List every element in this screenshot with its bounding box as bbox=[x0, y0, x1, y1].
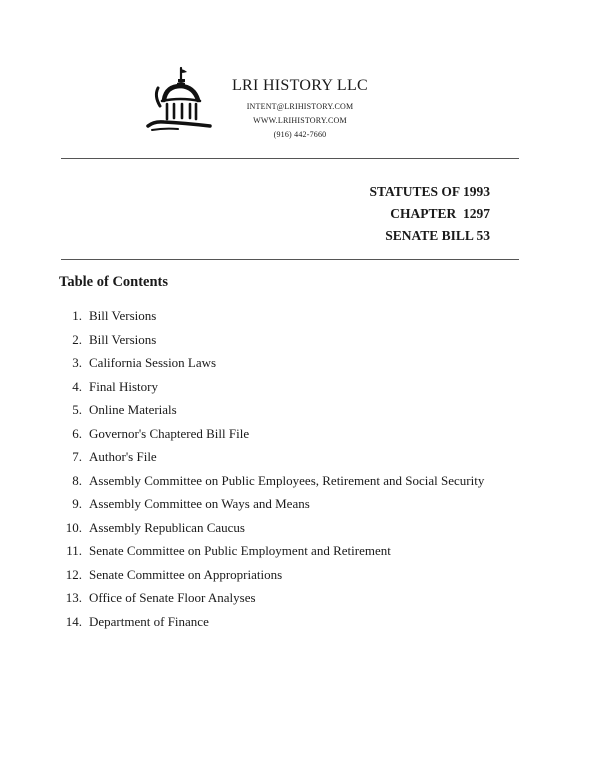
toc-item bbox=[60, 492, 484, 516]
toc-item-number: 5. bbox=[72, 402, 82, 417]
toc-item-title: Senate Committee on Public Employment and Retirement bbox=[89, 543, 391, 558]
toc-item-number: 1. bbox=[72, 308, 82, 323]
toc-item bbox=[60, 398, 484, 422]
toc-item-number: 14. bbox=[65, 613, 82, 629]
toc-item-title: Bill Versions bbox=[89, 331, 157, 347]
statute-block bbox=[369, 181, 490, 247]
toc-item bbox=[60, 516, 484, 540]
company-email: INTENT@LRIHISTORY.COM bbox=[246, 102, 354, 111]
toc-item bbox=[60, 375, 484, 399]
toc-item-number: 11. bbox=[66, 543, 82, 558]
toc-item bbox=[60, 351, 484, 375]
company-website: WWW.LRIHISTORY.COM bbox=[253, 116, 347, 125]
top-divider bbox=[61, 158, 519, 159]
toc-item-number: 10. bbox=[65, 519, 82, 535]
toc-item-number: 3. bbox=[72, 355, 82, 370]
toc-item-title: Assembly Committee on Public Employees, Retirement and Social Security bbox=[89, 472, 485, 488]
toc-item bbox=[60, 328, 484, 352]
toc-item-title: Bill Versions bbox=[89, 308, 157, 323]
toc-item-title: Assembly Committee on Ways and Means bbox=[89, 496, 310, 511]
toc-item bbox=[60, 563, 484, 587]
toc-list bbox=[60, 304, 484, 633]
toc-item-title: Online Materials bbox=[89, 402, 177, 417]
toc-item-title: Assembly Republican Caucus bbox=[89, 519, 245, 535]
company-block bbox=[230, 76, 370, 142]
toc-item-number: 12. bbox=[65, 566, 82, 582]
toc-item-number: 4. bbox=[72, 378, 82, 394]
toc-item-number: 9. bbox=[72, 496, 82, 511]
toc-item-title: Governor's Chaptered Bill File bbox=[89, 425, 250, 441]
toc-item-number: 8. bbox=[72, 472, 82, 488]
toc-item-number: 7. bbox=[72, 449, 82, 464]
toc-item-number: 13. bbox=[65, 590, 82, 605]
toc-item-title: Author's File bbox=[89, 449, 157, 464]
toc-item-number: 2. bbox=[72, 331, 82, 347]
toc-item bbox=[60, 445, 484, 469]
chapter-number: CHAPTER 1297 bbox=[390, 206, 490, 221]
toc-item-number: 6. bbox=[72, 425, 82, 441]
toc-item-title: Senate Committee on Appropriations bbox=[89, 566, 283, 582]
statutes-year: STATUTES OF 1993 bbox=[369, 184, 490, 199]
toc-item bbox=[60, 539, 484, 563]
toc-item bbox=[60, 610, 484, 634]
company-name: LRI HISTORY LLC bbox=[231, 77, 369, 94]
capitol-dome-icon bbox=[144, 66, 214, 138]
toc-item-title: California Session Laws bbox=[89, 355, 217, 370]
bottom-divider bbox=[61, 259, 519, 260]
company-phone: (916) 442-7660 bbox=[273, 130, 327, 139]
toc-item bbox=[60, 422, 484, 446]
toc-item-title: Office of Senate Floor Analyses bbox=[89, 590, 256, 605]
toc-item bbox=[60, 586, 484, 610]
toc-item-title: Department of Finance bbox=[89, 613, 209, 629]
toc-item bbox=[60, 304, 484, 328]
toc-heading: Table of Contents bbox=[59, 274, 169, 290]
toc-item bbox=[60, 469, 484, 493]
bill-number: SENATE BILL 53 bbox=[385, 228, 490, 243]
toc-item-title: Final History bbox=[89, 378, 158, 394]
